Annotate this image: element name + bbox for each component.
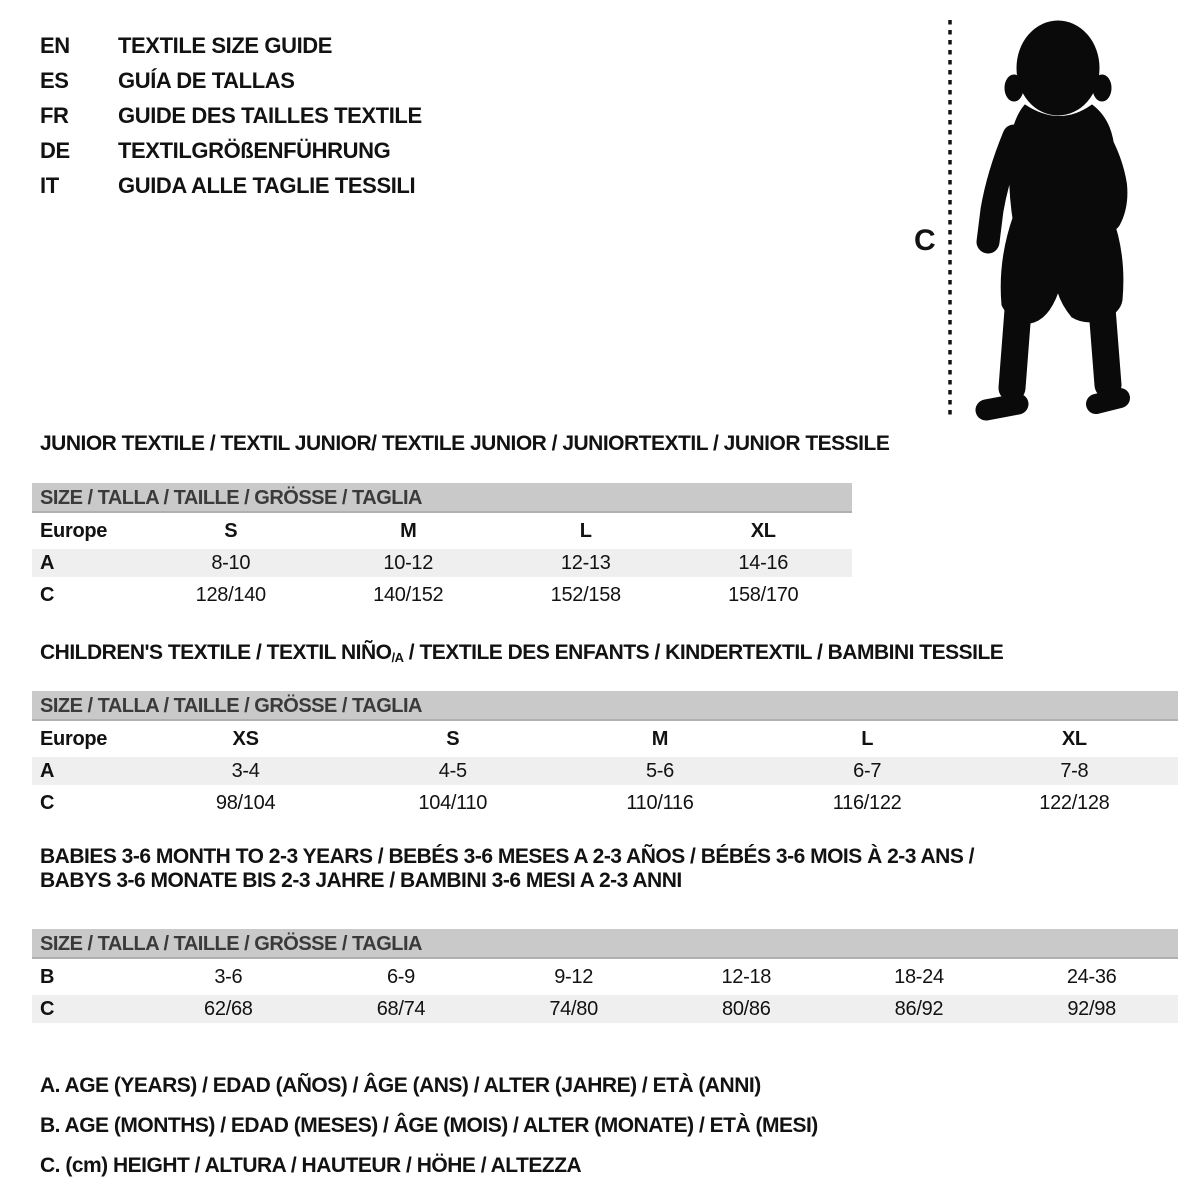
- height-measure-figure: [900, 8, 1150, 428]
- value-cell: 128/140: [195, 583, 266, 606]
- language-title-block: [40, 28, 422, 203]
- children-section-title-text: CHILDREN'S TEXTILE / TEXTIL NIÑO: [40, 641, 392, 664]
- value-cell: 6-9: [386, 965, 415, 988]
- size-table: [32, 513, 852, 613]
- height-row: [32, 995, 1178, 1023]
- size-cell: M: [651, 727, 669, 750]
- value-cell: 74/80: [487, 995, 660, 1023]
- size-cell: L: [861, 727, 874, 750]
- value-cell: 3-6: [214, 965, 243, 988]
- guide-title: TEXTILE SIZE GUIDE: [118, 32, 333, 58]
- value-cell: 12-13: [497, 549, 675, 577]
- value-cell: 158/170: [728, 583, 799, 606]
- size-header-bar: [32, 691, 1178, 721]
- language-row: [40, 133, 422, 168]
- height-row: [32, 789, 1178, 817]
- row-label: A: [32, 549, 142, 577]
- size-cell: XS: [232, 727, 259, 750]
- size-cell: M: [400, 519, 417, 542]
- row-label: C: [40, 791, 55, 814]
- height-measure-label: C: [914, 224, 936, 257]
- language-row: [40, 28, 422, 63]
- value-cell: 86/92: [833, 995, 1006, 1023]
- value-cell: 24-36: [1066, 965, 1117, 988]
- language-code: IT: [40, 172, 59, 198]
- row-label: B: [40, 965, 55, 988]
- children-title-subscript: /A: [391, 650, 404, 665]
- height-row: [32, 581, 852, 609]
- language-row: [40, 63, 422, 98]
- guide-title: GUIDA ALLE TAGLIE TESSILI: [118, 172, 416, 198]
- size-header-bar: [32, 483, 852, 513]
- value-cell: 80/86: [660, 995, 833, 1023]
- row-label: C: [40, 583, 55, 606]
- babies-section-title-line1: BABIES 3-6 MONTH TO 2-3 YEARS / BEBÉS 3-6 MESES A 2-3 AÑOS / BÉBÉS 3-6 MOIS À 2-3 ANS /: [40, 845, 975, 868]
- legend-footnotes: [40, 1066, 818, 1186]
- value-cell: 18-24: [894, 965, 944, 988]
- footnote-height-cm: C. (cm) HEIGHT / ALTURA / HAUTEUR / HÖHE / ALTEZZA: [40, 1154, 582, 1177]
- value-cell: 7-8: [971, 757, 1178, 785]
- children-section-title-text: / TEXTILE DES ENFANTS / KINDERTEXTIL / BAMBINI TESSILE: [403, 641, 1004, 664]
- size-cell: XL: [1061, 727, 1087, 750]
- size-header-text: SIZE / TALLA / TAILLE / GRÖSSE / TAGLIA: [40, 933, 422, 955]
- language-code: EN: [40, 32, 70, 58]
- region-label: Europe: [40, 519, 108, 542]
- guide-title: GUÍA DE TALLAS: [118, 67, 295, 93]
- size-header-text: SIZE / TALLA / TAILLE / GRÖSSE / TAGLIA: [40, 487, 422, 509]
- value-cell: 104/110: [418, 791, 488, 814]
- row-label: C: [32, 995, 142, 1023]
- value-cell: 92/98: [1005, 995, 1178, 1023]
- value-cell: 14-16: [675, 549, 853, 577]
- guide-title: GUIDE DES TAILLES TEXTILE: [118, 102, 422, 128]
- junior-section-title: [40, 432, 889, 456]
- size-row: [32, 725, 1178, 753]
- size-cell: S: [224, 519, 238, 542]
- language-code: FR: [40, 102, 69, 128]
- value-cell: 6-7: [764, 757, 971, 785]
- babies-size-table: [32, 929, 1178, 1027]
- size-table: [32, 721, 1178, 821]
- age-row: [32, 757, 1178, 785]
- toddler-silhouette: [986, 21, 1123, 410]
- guide-title: TEXTILGRÖßENFÜHRUNG: [118, 137, 391, 163]
- value-cell: 3-4: [142, 757, 349, 785]
- age-months-row: [32, 963, 1178, 991]
- value-cell: 10-12: [320, 549, 498, 577]
- children-size-table: [32, 691, 1178, 821]
- value-cell: 9-12: [554, 965, 594, 988]
- value-cell: 140/152: [373, 583, 444, 606]
- language-code: ES: [40, 67, 69, 93]
- junior-section-title-text: JUNIOR TEXTILE / TEXTIL JUNIOR/ TEXTILE JUNIOR / JUNIORTEXTIL / JUNIOR TESSILE: [40, 432, 890, 455]
- language-row: [40, 168, 422, 203]
- babies-section-title-line2: BABYS 3-6 MONATE BIS 2-3 JAHRE / BAMBINI 3-6 MESI A 2-3 ANNI: [40, 869, 682, 892]
- babies-section-title: [40, 845, 974, 893]
- size-cell: XL: [750, 519, 776, 542]
- row-label: A: [32, 757, 142, 785]
- age-row: [32, 549, 852, 577]
- value-cell: 4-5: [349, 757, 556, 785]
- value-cell: 68/74: [315, 995, 488, 1023]
- size-header-text: SIZE / TALLA / TAILLE / GRÖSSE / TAGLIA: [40, 695, 422, 717]
- region-label: Europe: [40, 727, 108, 750]
- value-cell: 122/128: [1039, 791, 1110, 814]
- value-cell: 62/68: [142, 995, 315, 1023]
- size-row: [32, 517, 852, 545]
- size-table: [32, 959, 1178, 1027]
- value-cell: 116/122: [832, 791, 902, 814]
- footnote-age-months: B. AGE (MONTHS) / EDAD (MESES) / ÂGE (MOIS) / ALTER (MONATE) / ETÀ (MESI): [40, 1114, 818, 1137]
- value-cell: 98/104: [215, 791, 276, 814]
- size-cell: S: [446, 727, 460, 750]
- value-cell: 5-6: [556, 757, 763, 785]
- language-row: [40, 98, 422, 133]
- footnote-age-years: A. AGE (YEARS) / EDAD (AÑOS) / ÂGE (ANS) / ALTER (JAHRE) / ETÀ (ANNI): [40, 1074, 761, 1097]
- language-code: DE: [40, 137, 70, 163]
- size-cell: L: [579, 519, 592, 542]
- value-cell: 12-18: [721, 965, 772, 988]
- children-section-title: [40, 641, 1003, 670]
- junior-size-table: [32, 483, 852, 613]
- value-cell: 8-10: [142, 549, 320, 577]
- size-header-bar: [32, 929, 1178, 959]
- value-cell: 110/116: [626, 791, 694, 814]
- value-cell: 152/158: [550, 583, 621, 606]
